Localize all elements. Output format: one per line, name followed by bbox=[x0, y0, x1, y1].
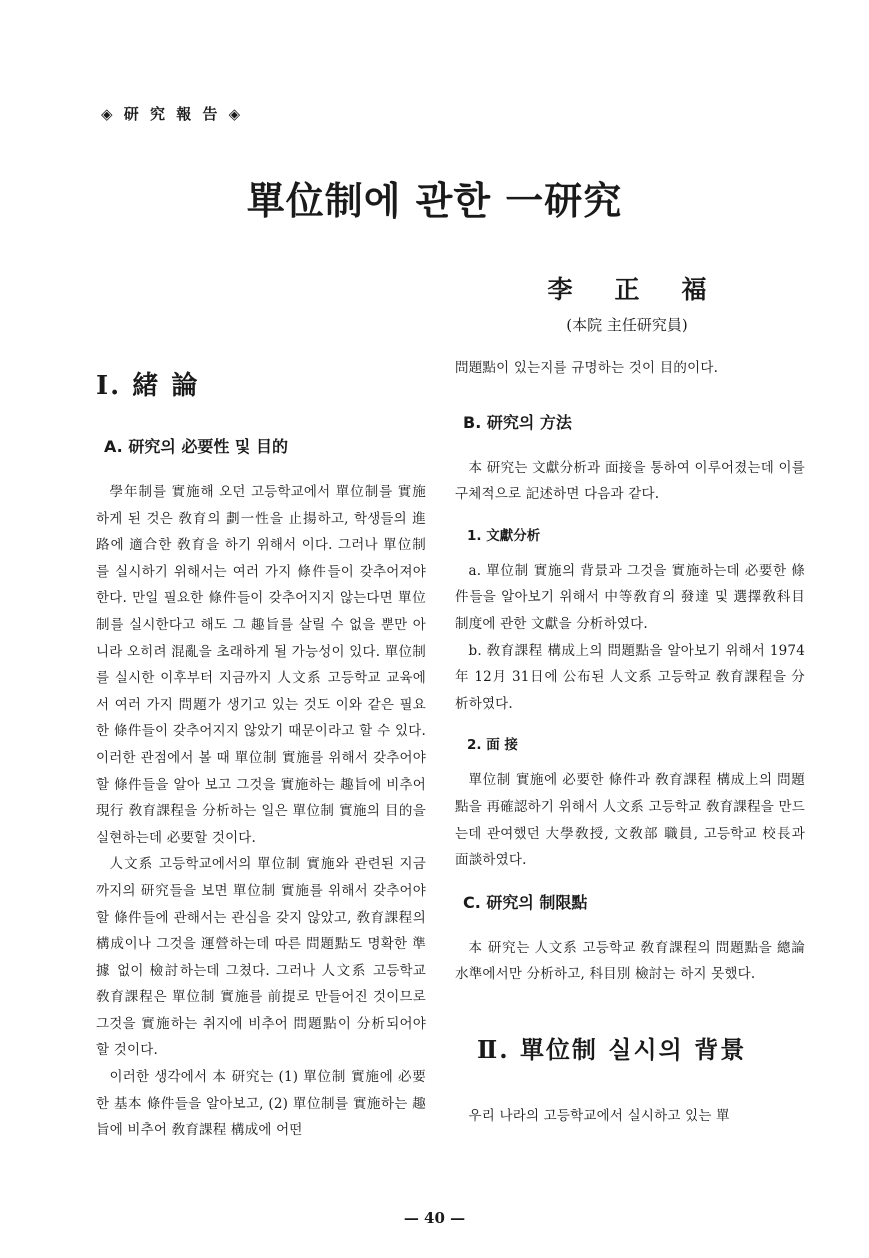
subsection-b-heading: B. 研究의 方法 bbox=[463, 412, 572, 432]
body-paragraph: 學年制를 實施해 오던 고등학교에서 單位制를 實施하게 된 것은 敎育의 劃一性을 止揚하고, 학생들의 進路에 適合한 敎育을 하기 위해서 이다. 그러나 單位制를 실시하기 위해서는 여러 가지 條件들이 갖추어져야 한다. 만일 필요한 條件들이 갖추어지지 않는다면 單位制를 실시한다고 해도 그 趣旨를 살릴 수 없을 뿐만 아니라 오히려 混亂을 초래하게 될 가능성이 있다. 單位制를 실시한 이후부터 지금까지 人文系 고등학교 교육에서 여러 가지 問題가 생기고 있는 것도 이와 같은 필요한 條件들이 갖추어지지 않았기 때문이라고 할 수 있다. 이러한 관점에서 볼 때 單位制 實施를 위해서 갖추어야 할 條件들을 알아 보고 그것을 實施하는 趣旨에 비추어 現行 敎育課程을 分析하는 일은 單位制 實施의 目的을 실현하는데 必要할 것이다. bbox=[96, 484, 426, 846]
author-block bbox=[527, 270, 749, 335]
body-paragraph: 이러한 생각에서 本 研究는 (1) 單位制 實施에 必要한 基本 條件들을 알아보고, (2) 單位制를 實施하는 趣旨에 비추어 敎育課程 構成에 어떤 bbox=[96, 1069, 426, 1139]
author-name: 李正福 bbox=[547, 275, 749, 304]
page-number: — 40 — bbox=[403, 1209, 466, 1227]
body-paragraph: a. 單位制 實施의 背景과 그것을 實施하는데 必要한 條件들을 알아보기 위해서 中等敎育의 發達 및 選擇敎科目制度에 관한 文獻을 分析하였다. bbox=[455, 562, 805, 632]
section-1-heading: Ⅰ. 緒 論 bbox=[96, 371, 200, 401]
article-title: 單位制에 관한 一研究 bbox=[246, 178, 623, 223]
report-category-tag: ◈ 研 究 報 告 ◈ bbox=[101, 105, 244, 123]
body-paragraph: 本 研究는 人文系 고등학교 敎育課程의 問題點을 總論水準에서만 分析하고, 科目別 檢討는 하지 못했다. bbox=[455, 939, 805, 983]
author-affiliation: (本院 主任研究員) bbox=[566, 316, 688, 334]
body-paragraph: 本 研究는 文獻分析과 面接을 통하여 이루어졌는데 이를 구체적으로 記述하면 다음과 같다. bbox=[455, 459, 805, 503]
left-column bbox=[96, 355, 426, 1144]
body-paragraph: 人文系 고등학교에서의 單位制 實施와 관련된 지금까지의 研究들을 보면 單位制 實施를 위해서 갖추어야 할 條件들에 관해서는 관심을 갖지 않았고, 敎育課程의 構成이나 그것을 運營하는데 따른 問題點도 명확한 準據 없이 檢討하는데 그쳤다. 그러나 人文系 고등학교 敎育課程은 單位制 實施를 前提로 만들어진 것이므로 그것을 實施하는 취지에 비추어 問題點이 分析되어야 할 것이다. bbox=[96, 856, 426, 1059]
right-column bbox=[455, 355, 805, 1130]
section-2-heading: Ⅱ. 單位制 실시의 背景 bbox=[477, 1034, 747, 1064]
body-paragraph: 單位制 實施에 必要한 條件과 敎育課程 構成上의 問題點을 再確認하기 위해서 人文系 고등학교 敎育課程을 만드는데 관여했던 大學敎授, 文敎部 職員, 고등학교 校長과 面談하였다. bbox=[455, 772, 805, 869]
body-paragraph: b. 敎育課程 構成上의 問題點을 알아보기 위해서 1974年 12月 31日에 公布된 人文系 고등학교 敎育課程을 分析하였다. bbox=[455, 642, 805, 712]
body-paragraph: 우리 나라의 고등학교에서 실시하고 있는 單 bbox=[468, 1107, 730, 1124]
subsection-a-heading: A. 研究의 必要性 및 目的 bbox=[104, 437, 288, 456]
subsection-c-heading: C. 研究의 制限點 bbox=[463, 892, 588, 912]
body-paragraph: 問題點이 있는지를 규명하는 것이 目的이다. bbox=[455, 360, 719, 376]
subsubsection-1-heading: 1. 文獻分析 bbox=[467, 527, 541, 544]
subsubsection-2-heading: 2. 面 接 bbox=[467, 737, 518, 754]
